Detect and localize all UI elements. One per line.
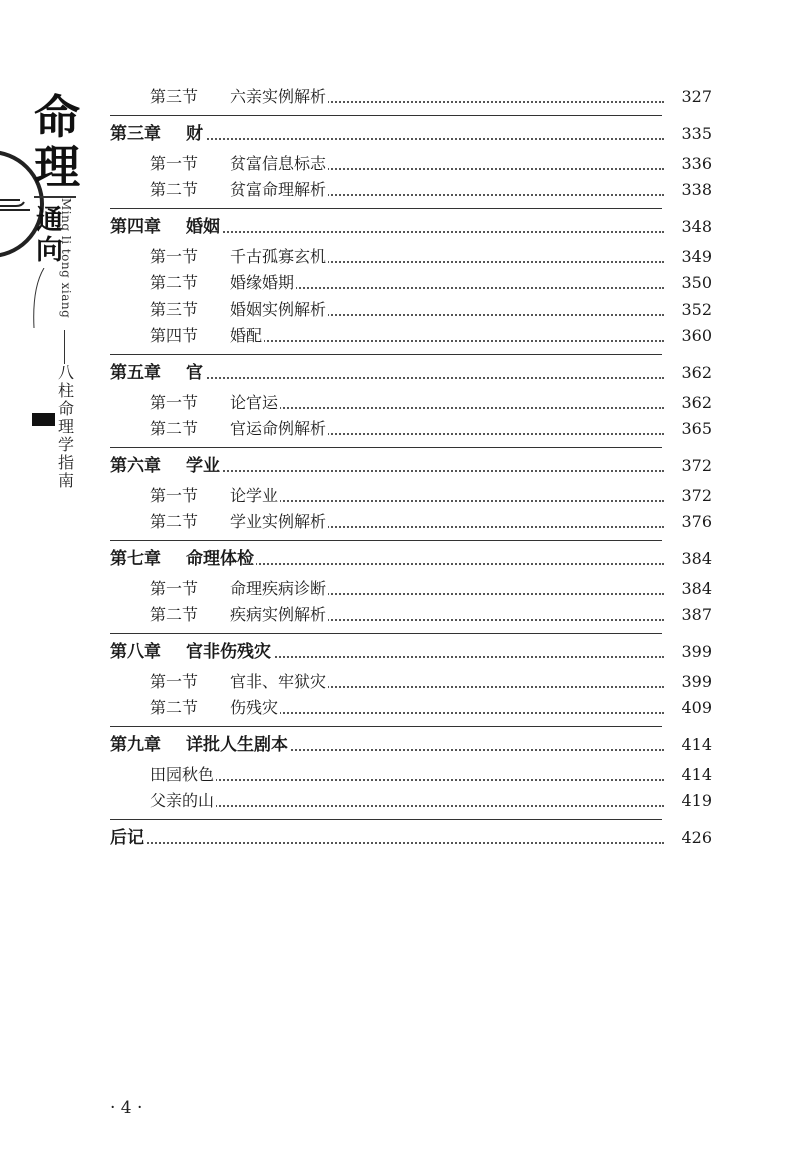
toc-entry-label — [110, 825, 146, 851]
toc-entry-label — [150, 270, 296, 296]
toc-entry-label — [150, 151, 328, 177]
page-ref: 399 — [681, 641, 712, 661]
page-ref: 426 — [681, 827, 712, 847]
chapter-number: 第四章 — [110, 216, 161, 237]
section-title: 疾病实例解析 — [230, 605, 327, 624]
section-number: 第三节 — [150, 299, 199, 319]
page-ref: 384 — [681, 578, 712, 598]
section-title: 命理疾病诊断 — [230, 578, 327, 598]
toc-entry-label — [150, 669, 328, 695]
chapter-title: 命理体检 — [186, 548, 254, 569]
toc-chapter-row[interactable] — [0, 732, 788, 758]
chapter-number: 第八章 — [110, 641, 161, 662]
toc-entry-label — [150, 576, 328, 602]
page-ref: 362 — [681, 392, 712, 412]
section-number: 第三节 — [150, 87, 199, 106]
section-title: 贫富信息标志 — [230, 153, 327, 173]
section-title: 官非、牢狱灾 — [230, 671, 327, 691]
section-number: 第一节 — [150, 578, 199, 598]
toc-entry-label — [150, 297, 328, 323]
section-title: 论学业 — [230, 485, 279, 505]
chapter-number: 第五章 — [110, 362, 161, 383]
section-number: 第二节 — [150, 273, 199, 292]
toc-entry-label — [150, 509, 328, 535]
page-ref: 362 — [681, 362, 712, 382]
section-number: 第二节 — [150, 419, 199, 438]
chapter-title: 婚姻 — [186, 216, 220, 237]
spine-subtitle: 八柱命理学指南 — [58, 363, 75, 490]
toc-entry-label — [150, 323, 264, 349]
toc-section-row[interactable] — [0, 84, 788, 110]
chapter-divider — [110, 726, 662, 727]
leader-dots — [160, 779, 664, 781]
toc-chapter-row[interactable] — [0, 546, 788, 572]
section-number: 第二节 — [150, 698, 199, 717]
toc-section-row[interactable] — [0, 602, 788, 628]
spine-title-char: 命 — [34, 90, 80, 144]
page-ref: 349 — [681, 246, 712, 266]
toc-entry-label — [150, 244, 328, 270]
toc-section-row[interactable] — [0, 669, 788, 695]
chapter-number: 第三章 — [110, 123, 161, 144]
spine-title-char: 通 — [36, 205, 63, 236]
toc-section-row[interactable] — [0, 576, 788, 602]
toc-entry-label — [150, 84, 328, 110]
chapter-divider — [110, 819, 662, 820]
toc-entry-label — [110, 639, 273, 665]
toc-entry-label — [110, 214, 222, 240]
page-ref: 384 — [681, 548, 712, 568]
section-title: 学业实例解析 — [230, 512, 327, 531]
page-ref: 350 — [681, 273, 712, 292]
section-title: 论官运 — [230, 392, 279, 412]
spine-pinyin: Ming li tong xiang — [59, 198, 73, 319]
toc-chapter-row[interactable] — [0, 825, 788, 851]
section-number: 第一节 — [150, 246, 199, 266]
section-title: 婚配 — [230, 326, 263, 345]
toc-section-row[interactable] — [0, 323, 788, 349]
toc-section-row[interactable] — [0, 788, 788, 814]
leader-dots — [160, 805, 664, 807]
chapter-divider — [110, 633, 662, 634]
chapter-divider — [110, 447, 662, 448]
toc-entry-label — [110, 360, 205, 386]
toc-entry-label — [150, 788, 216, 814]
toc-entry-label — [150, 483, 280, 509]
section-title: 父亲的山 — [150, 791, 215, 810]
toc-entry-label — [150, 416, 328, 442]
section-title: 婚缘婚期 — [230, 273, 295, 292]
chapter-divider — [110, 354, 662, 355]
toc-section-row[interactable] — [0, 695, 788, 721]
page-ref: 414 — [681, 734, 712, 754]
toc-entry-label — [150, 177, 328, 203]
toc-entry-label — [110, 732, 290, 758]
chapter-divider — [110, 540, 662, 541]
chapter-title: 官非伤残灾 — [186, 641, 271, 662]
section-title: 伤残灾 — [230, 698, 279, 717]
chapter-title: 官 — [186, 362, 203, 383]
page-ref: 387 — [681, 605, 712, 624]
section-number: 第一节 — [150, 671, 199, 691]
section-title: 官运命例解析 — [230, 419, 327, 438]
section-title: 婚姻实例解析 — [230, 299, 327, 319]
section-number: 第一节 — [150, 153, 199, 173]
section-number: 第二节 — [150, 605, 199, 624]
toc-section-row[interactable] — [0, 509, 788, 535]
page-ref: 419 — [681, 791, 712, 810]
page-ref: 348 — [681, 216, 712, 236]
section-number: 第一节 — [150, 392, 199, 412]
chapter-title: 学业 — [186, 455, 220, 476]
toc-section-row[interactable] — [0, 390, 788, 416]
spine-title-char: 向 — [36, 235, 63, 266]
toc-chapter-row[interactable] — [0, 639, 788, 665]
toc-entry-label — [150, 390, 280, 416]
page-ref: 352 — [681, 299, 712, 319]
page-ref: 376 — [681, 512, 712, 531]
page-ref: 409 — [681, 698, 712, 717]
section-title: 六亲实例解析 — [230, 87, 327, 106]
page-ref: 372 — [681, 455, 712, 475]
section-title: 千古孤寡玄机 — [230, 246, 327, 266]
page-ref: 336 — [681, 153, 712, 173]
page-ref: 399 — [681, 671, 712, 691]
page-ref: 372 — [681, 485, 712, 505]
chapter-divider — [110, 208, 662, 209]
section-number: 第四节 — [150, 326, 199, 345]
toc-section-row[interactable] — [0, 416, 788, 442]
toc-chapter-row[interactable] — [0, 453, 788, 479]
toc-chapter-row[interactable] — [0, 121, 788, 147]
toc-chapter-row[interactable] — [0, 214, 788, 240]
toc-entry-label — [150, 762, 216, 788]
toc-section-row[interactable] — [0, 483, 788, 509]
chapter-number: 第九章 — [110, 734, 161, 755]
chapter-number: 第七章 — [110, 548, 161, 569]
page-ref: 360 — [681, 326, 712, 345]
chapter-divider — [110, 115, 662, 116]
section-number: 第二节 — [150, 180, 199, 199]
leader-dots — [120, 842, 664, 844]
toc-section-row[interactable] — [0, 297, 788, 323]
section-title: 田园秋色 — [150, 764, 215, 784]
page-ref: 414 — [681, 764, 712, 784]
toc-section-row[interactable] — [0, 270, 788, 296]
toc-section-row[interactable] — [0, 177, 788, 203]
toc-section-row[interactable] — [0, 762, 788, 788]
section-number: 第二节 — [150, 512, 199, 531]
chapter-title: 后记 — [110, 827, 144, 848]
spine-title-char: 理 — [34, 140, 80, 194]
page-ref: 338 — [681, 180, 712, 199]
section-number: 第一节 — [150, 485, 199, 505]
toc-section-row[interactable] — [0, 151, 788, 177]
page-ref: 335 — [681, 123, 712, 143]
chapter-title: 财 — [186, 123, 203, 144]
toc-entry-label — [110, 121, 205, 147]
page-ref: 365 — [681, 419, 712, 438]
toc-chapter-row[interactable] — [0, 360, 788, 386]
toc-entry-label — [150, 602, 328, 628]
chapter-title: 详批人生剧本 — [186, 734, 288, 755]
page-number: · 4 · — [110, 1098, 143, 1118]
toc-entry-label — [150, 695, 280, 721]
toc-section-row[interactable] — [0, 244, 788, 270]
chapter-number: 第六章 — [110, 455, 161, 476]
page-ref: 327 — [681, 87, 712, 106]
toc-entry-label — [110, 453, 222, 479]
toc-entry-label — [110, 546, 256, 572]
section-title: 贫富命理解析 — [230, 180, 327, 199]
